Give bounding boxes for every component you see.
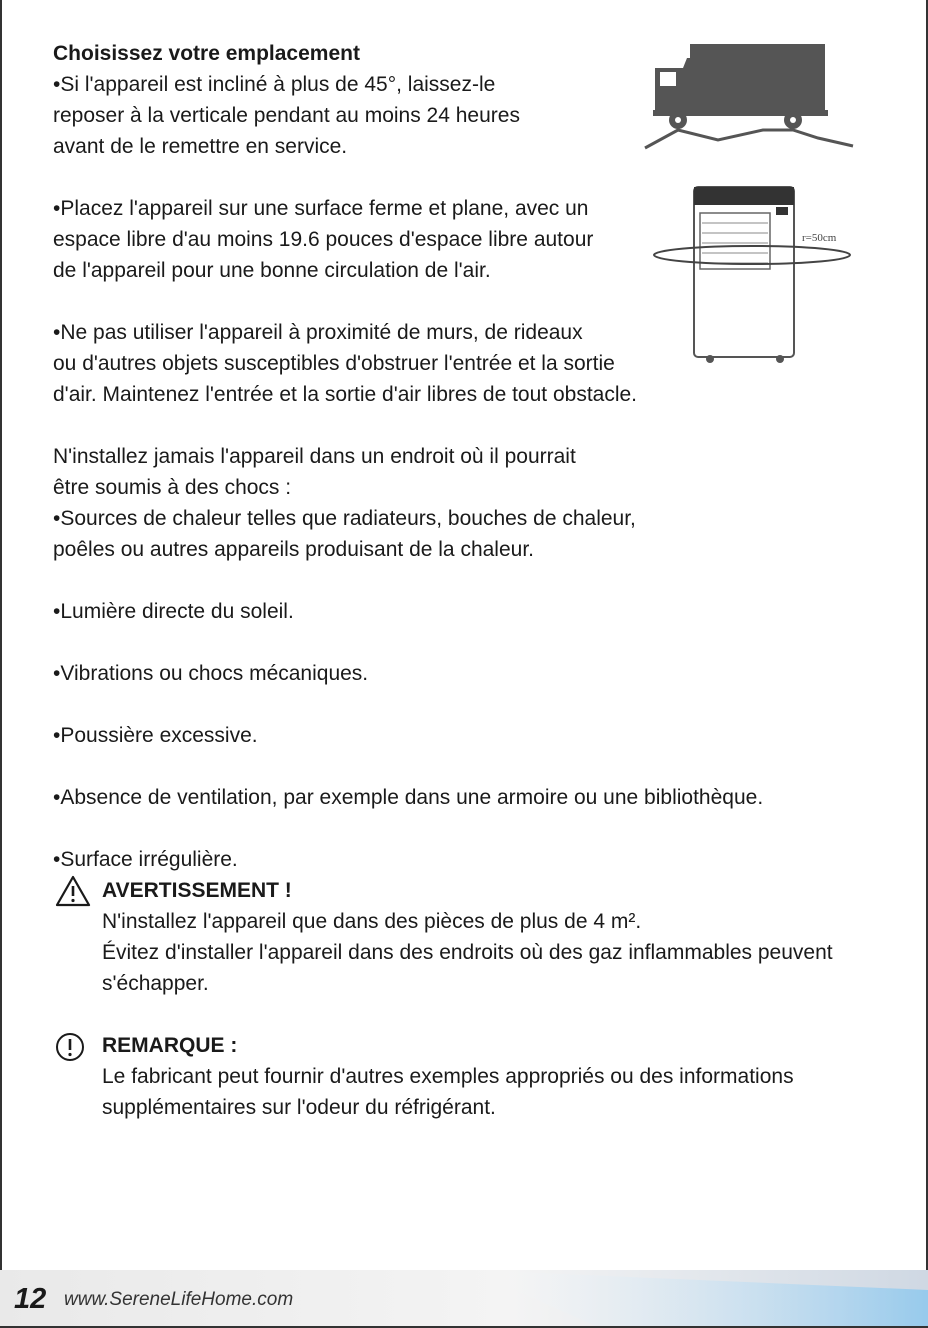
para3-line-2: ou d'autres objets susceptibles d'obstruer l'entrée et la sortie xyxy=(53,352,615,375)
section-title: Choisissez votre emplacement xyxy=(53,42,360,65)
bullet-dust: •Poussière excessive. xyxy=(53,724,258,747)
page-border-left xyxy=(0,0,2,1328)
para4-line-2: être soumis à des chocs : xyxy=(53,476,292,499)
bullet-sun: •Lumière directe du soleil. xyxy=(53,600,294,623)
warning-line-3: s'échapper. xyxy=(102,972,209,995)
para1-line-3: avant de le remettre en service. xyxy=(53,135,348,158)
main-content xyxy=(53,38,913,1123)
bullet-ventilation: •Absence de ventilation, par exemple dans une armoire ou une bibliothèque. xyxy=(53,786,764,809)
para4-line-4: poêles ou autres appareils produisant de la chaleur. xyxy=(53,538,534,561)
website-link[interactable]: www.SereneLifeHome.com xyxy=(64,1289,294,1310)
warning-title: AVERTISSEMENT ! xyxy=(102,879,292,902)
bullet-vibration: •Vibrations ou chocs mécaniques. xyxy=(53,662,369,685)
warning-block xyxy=(53,875,913,999)
para4-line-1: N'installez jamais l'appareil dans un endroit où il pourrait xyxy=(53,445,576,468)
para2-line-3: de l'appareil pour une bonne circulation de l'air. xyxy=(53,259,491,282)
para2-line-2: espace libre d'au moins 19.6 pouces d'espace libre autour xyxy=(53,228,594,251)
note-line-1: Le fabricant peut fournir d'autres exemples appropriés ou des informations xyxy=(102,1065,794,1088)
para1-line-2: reposer à la verticale pendant au moins 24 heures xyxy=(53,104,520,127)
para2-line-1: •Placez l'appareil sur une surface ferme et plane, avec un xyxy=(53,197,589,220)
note-title: REMARQUE : xyxy=(102,1034,238,1057)
page-number: 12 xyxy=(14,1283,47,1315)
para3-line-1: •Ne pas utiliser l'appareil à proximité de murs, de rideaux xyxy=(53,321,583,344)
para4-line-3: •Sources de chaleur telles que radiateurs, bouches de chaleur, xyxy=(53,507,636,530)
note-line-2: supplémentaires sur l'odeur du réfrigérant. xyxy=(102,1096,496,1119)
note-block xyxy=(53,1030,913,1123)
para1-line-1: •Si l'appareil est incliné à plus de 45°, laissez-le xyxy=(53,73,496,96)
warning-line-1: N'installez l'appareil que dans des pièces de plus de 4 m². xyxy=(102,910,642,933)
clearance-label: r=50cm xyxy=(802,232,837,244)
para3-line-3: d'air. Maintenez l'entrée et la sortie d'air libres de tout obstacle. xyxy=(53,383,638,406)
warning-line-2: Évitez d'installer l'appareil dans des endroits où des gaz inflammables peuvent xyxy=(102,941,833,964)
bullet-surface: •Surface irrégulière. xyxy=(53,848,238,871)
exclamation-circle-icon xyxy=(55,1032,85,1062)
warning-triangle-icon xyxy=(55,875,91,907)
